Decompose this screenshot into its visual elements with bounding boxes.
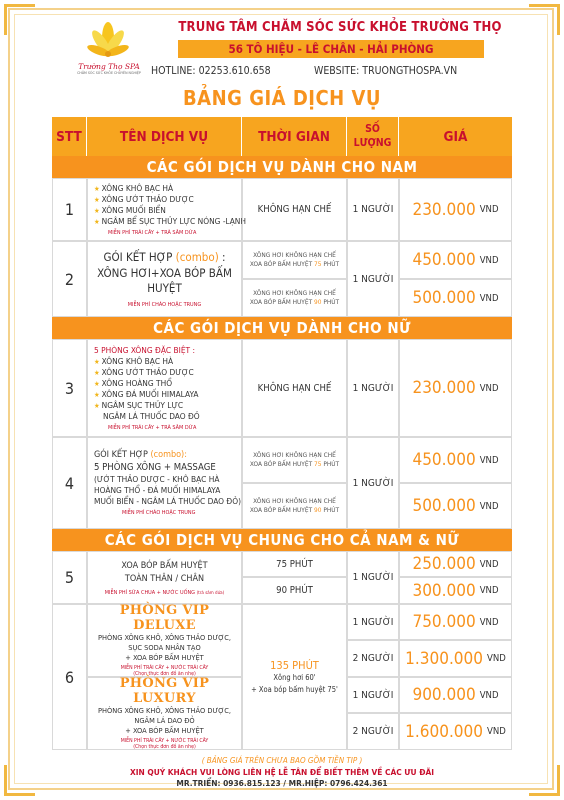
column-header-qty bbox=[347, 117, 399, 156]
combo-desc: HOÀNG THỔ - ĐÁ MUỐI HIMALAYA bbox=[94, 485, 221, 496]
row-1-qty: 1 NGƯỜI bbox=[347, 178, 399, 241]
service-intro: 5 PHÒNG XÔNG ĐẶC BIỆT : bbox=[94, 344, 195, 355]
column-header-stt: STT bbox=[52, 117, 87, 156]
combo-desc: MUỐI BIỂN - NGÂM LÁ THUỐC DAO ĐỎ) bbox=[94, 495, 241, 506]
page-title: BẢNG GIÁ DỊCH VỤ bbox=[182, 86, 382, 110]
logo-subtitle: CHĂM SÓC SỨC KHỎE CHUYÊN NGHIỆP bbox=[77, 71, 141, 75]
section-header-men: CÁC GÓI DỊCH VỤ DÀNH CHO NAM bbox=[52, 156, 512, 178]
column-header-qty-line2: LƯỢNG bbox=[353, 136, 392, 149]
row-4-price-1: 450.000 VND bbox=[399, 437, 512, 483]
footer-phones: MR.TRIỂN: 0936.815.123 / MR.HIỆP: 0796.424.361 bbox=[176, 778, 388, 788]
service-item: ★ NGÂM SỤC THỦY LỰC bbox=[94, 400, 184, 411]
row-4-service bbox=[87, 437, 242, 529]
row-6-stt: 6 bbox=[52, 604, 87, 750]
website: WEBSITE: TRUONGTHOSPA.VN bbox=[314, 65, 458, 77]
service-note: MIỄN PHÍ CHÁO HOẶC TRUNG bbox=[122, 509, 196, 516]
row-6-vip-deluxe: PHÒNG VIP DELUXE PHÒNG XÔNG KHÔ, XÔNG THẢO DƯỢC, SỤC SODA NHÂN TẠO + XOA BÓP BẤM HUYỆT MIỄN PHÍ TRÁI CÂY + NƯỚC TRÁI CÂY (Chọn thực đơn đồ ăn nhẹ) bbox=[87, 604, 242, 677]
star-icon: ★ bbox=[94, 368, 100, 377]
row-6-qty-4: 2 NGƯỜI bbox=[347, 713, 399, 750]
star-icon: ★ bbox=[94, 357, 100, 366]
row-1-time: KHÔNG HẠN CHẾ bbox=[242, 178, 347, 241]
row-5-price-2: 300.000 VND bbox=[399, 577, 512, 604]
combo-title: GÓI KẾT HỢP (combo) : bbox=[103, 250, 226, 265]
row-5-time-2: 90 PHÚT bbox=[242, 577, 347, 604]
service-item: ★ XÔNG HOÀNG THỔ bbox=[94, 377, 173, 388]
section-header-women: CÁC GÓI DỊCH VỤ DÀNH CHO NỮ bbox=[52, 317, 512, 339]
corner-ornament bbox=[4, 4, 35, 35]
row-5-service bbox=[87, 551, 242, 604]
row-6-qty-1: 1 NGƯỜI bbox=[347, 604, 399, 640]
row-1-service bbox=[87, 178, 246, 241]
row-4-time-option-2: XÔNG HƠI KHÔNG HẠN CHẾ XOA BÓP BẤM HUYỆT 90 PHÚT bbox=[242, 483, 347, 529]
section-header-both: CÁC GÓI DỊCH VỤ CHUNG CHO CẢ NAM & NỮ bbox=[52, 529, 512, 551]
service-note: MIỄN PHÍ TRÁI CÂY + TRÀ SÂM DỨA bbox=[108, 425, 197, 432]
column-header-time: THỜI GIAN bbox=[242, 117, 347, 156]
row-2-time-option-1: XÔNG HƠI KHÔNG HẠN CHẾ XOA BÓP BẤM HUYỆT 75 PHÚT bbox=[242, 241, 347, 279]
service-name: XOA BÓP BẤM HUYỆT bbox=[121, 560, 208, 571]
star-icon: ★ bbox=[94, 218, 100, 227]
row-6-price-1: 750.000 VND bbox=[399, 604, 512, 640]
service-item: ★ XÔNG ĐÁ MUỐI HIMALAYA bbox=[94, 389, 199, 400]
row-5-time-1: 75 PHÚT bbox=[242, 551, 347, 577]
row-2-price-1: 450.000 VND bbox=[399, 241, 512, 279]
service-note: MIỄN PHÍ CHÁO HOẶC TRUNG bbox=[127, 301, 202, 308]
star-icon: ★ bbox=[94, 184, 100, 193]
row-3-price: 230.000 VND bbox=[399, 339, 512, 437]
row-1-price: 230.000 VND bbox=[399, 178, 512, 241]
row-6-vip-luxury: PHÒNG VIP LUXURY PHÒNG XÔNG KHÔ, XÔNG THẢO DƯỢC, NGÂM LÁ DAO ĐỎ + XOA BÓP BẤM HUYỆT MIỄN PHÍ TRÁI CÂY + NƯỚC TRÁI CÂY (Chọn thực đơn đồ ăn nhẹ) bbox=[87, 677, 242, 750]
footer-contact-prompt: XIN QUÝ KHÁCH VUI LÒNG LIÊN HỆ LỄ TÂN ĐỂ BIẾT THÊM VỀ CÁC ƯU ĐÃI bbox=[129, 767, 434, 777]
hotline: HOTLINE: 02253.610.658 bbox=[151, 65, 271, 77]
footer-note: ( BẢNG GIÁ TRÊN CHƯA BAO GỒM TIỀN TIP ) bbox=[201, 756, 363, 765]
row-3-stt: 3 bbox=[52, 339, 87, 437]
row-6-qty-3: 1 NGƯỜI bbox=[347, 677, 399, 713]
service-item: ★ XÔNG ƯỚT THẢO DƯỢC bbox=[94, 193, 194, 204]
service-note: MIỄN PHÍ SỮA CHUA + NƯỚC UỐNG (trà sâm dứa) bbox=[104, 589, 225, 596]
combo-detail: XÔNG HƠI+XOA BÓP BẤM HUYỆT bbox=[97, 265, 232, 296]
row-4-stt: 4 bbox=[52, 437, 87, 529]
service-item: ★ XÔNG KHÔ BẠC HÀ bbox=[94, 182, 174, 193]
row-4-time-option-1: XÔNG HƠI KHÔNG HẠN CHẾ XOA BÓP BẤM HUYỆT 75 PHÚT bbox=[242, 437, 347, 483]
row-3-qty: 1 NGƯỜI bbox=[347, 339, 399, 437]
row-5-qty: 1 NGƯỜI bbox=[347, 551, 399, 604]
row-2-stt: 2 bbox=[52, 241, 87, 317]
row-5-stt: 5 bbox=[52, 551, 87, 604]
star-icon: ★ bbox=[94, 402, 100, 411]
service-item: ★ XÔNG KHÔ BẠC HÀ bbox=[94, 355, 174, 366]
combo-title: GÓI KẾT HỢP (combo): bbox=[94, 450, 187, 461]
service-item: ★ XÔNG ƯỚT THẢO DƯỢC bbox=[94, 366, 194, 377]
column-header-price: GIÁ bbox=[399, 117, 512, 156]
row-3-time: KHÔNG HẠN CHẾ bbox=[242, 339, 347, 437]
service-item: NGÂM LÁ THUỐC DAO ĐỎ bbox=[103, 411, 200, 422]
star-icon: ★ bbox=[94, 379, 100, 388]
logo-text: Trường Thọ SPA bbox=[78, 62, 140, 71]
service-name: TOÀN THÂN / CHÂN bbox=[124, 574, 205, 584]
combo-desc: (ƯỚT THẢO DƯỢC - KHÔ BẠC HÀ bbox=[94, 474, 220, 485]
star-icon: ★ bbox=[94, 195, 100, 204]
row-4-qty: 1 NGƯỜI bbox=[347, 437, 399, 529]
service-item: ★ NGÂM BỂ SỤC THỦY LỰC NÓNG -LẠNH bbox=[94, 216, 246, 227]
corner-ornament bbox=[529, 4, 560, 35]
star-icon: ★ bbox=[94, 207, 100, 215]
row-2-price-2: 500.000 VND bbox=[399, 279, 512, 317]
vip-title: PHÒNG VIP LUXURY bbox=[119, 675, 210, 706]
service-note: MIỄN PHÍ TRÁI CÂY + TRÀ SÂM DỨA bbox=[108, 230, 197, 237]
row-6-time: 135 PHÚT Xông hơi 60' + Xoa bóp bấm huyệt 75' bbox=[242, 604, 347, 750]
row-2-service bbox=[87, 241, 242, 317]
row-2-time-option-2: XÔNG HƠI KHÔNG HẠN CHẾ XOA BÓP BẤM HUYỆT 90 PHÚT bbox=[242, 279, 347, 317]
service-item: ★ XÔNG MUỐI BIỂN bbox=[94, 205, 166, 215]
combo-detail: 5 PHÒNG XÔNG + MASSAGE bbox=[94, 462, 216, 473]
star-icon: ★ bbox=[94, 391, 100, 400]
row-6-price-4: 1.600.000 VND bbox=[399, 713, 512, 750]
row-6-price-3: 900.000 VND bbox=[399, 677, 512, 713]
row-6-qty-2: 2 NGƯỜI bbox=[347, 640, 399, 677]
row-5-price-1: 250.000 VND bbox=[399, 551, 512, 577]
column-header-qty-line1: SỐ bbox=[365, 123, 380, 136]
row-3-service bbox=[87, 339, 242, 437]
center-name: TRUNG TÂM CHĂM SÓC SỨC KHỎE TRƯỜNG THỌ bbox=[178, 20, 502, 35]
row-2-qty: 1 NGƯỜI bbox=[347, 241, 399, 317]
row-6-price-2: 1.300.000 VND bbox=[399, 640, 512, 677]
vip-title: PHÒNG VIP DELUXE bbox=[119, 602, 210, 633]
column-header-name: TÊN DỊCH VỤ bbox=[87, 117, 242, 156]
address-bar: 56 TÔ HIỆU - LÊ CHÂN - HẢI PHÒNG bbox=[178, 40, 484, 58]
row-1-stt: 1 bbox=[52, 178, 87, 241]
row-4-price-2: 500.000 VND bbox=[399, 483, 512, 529]
